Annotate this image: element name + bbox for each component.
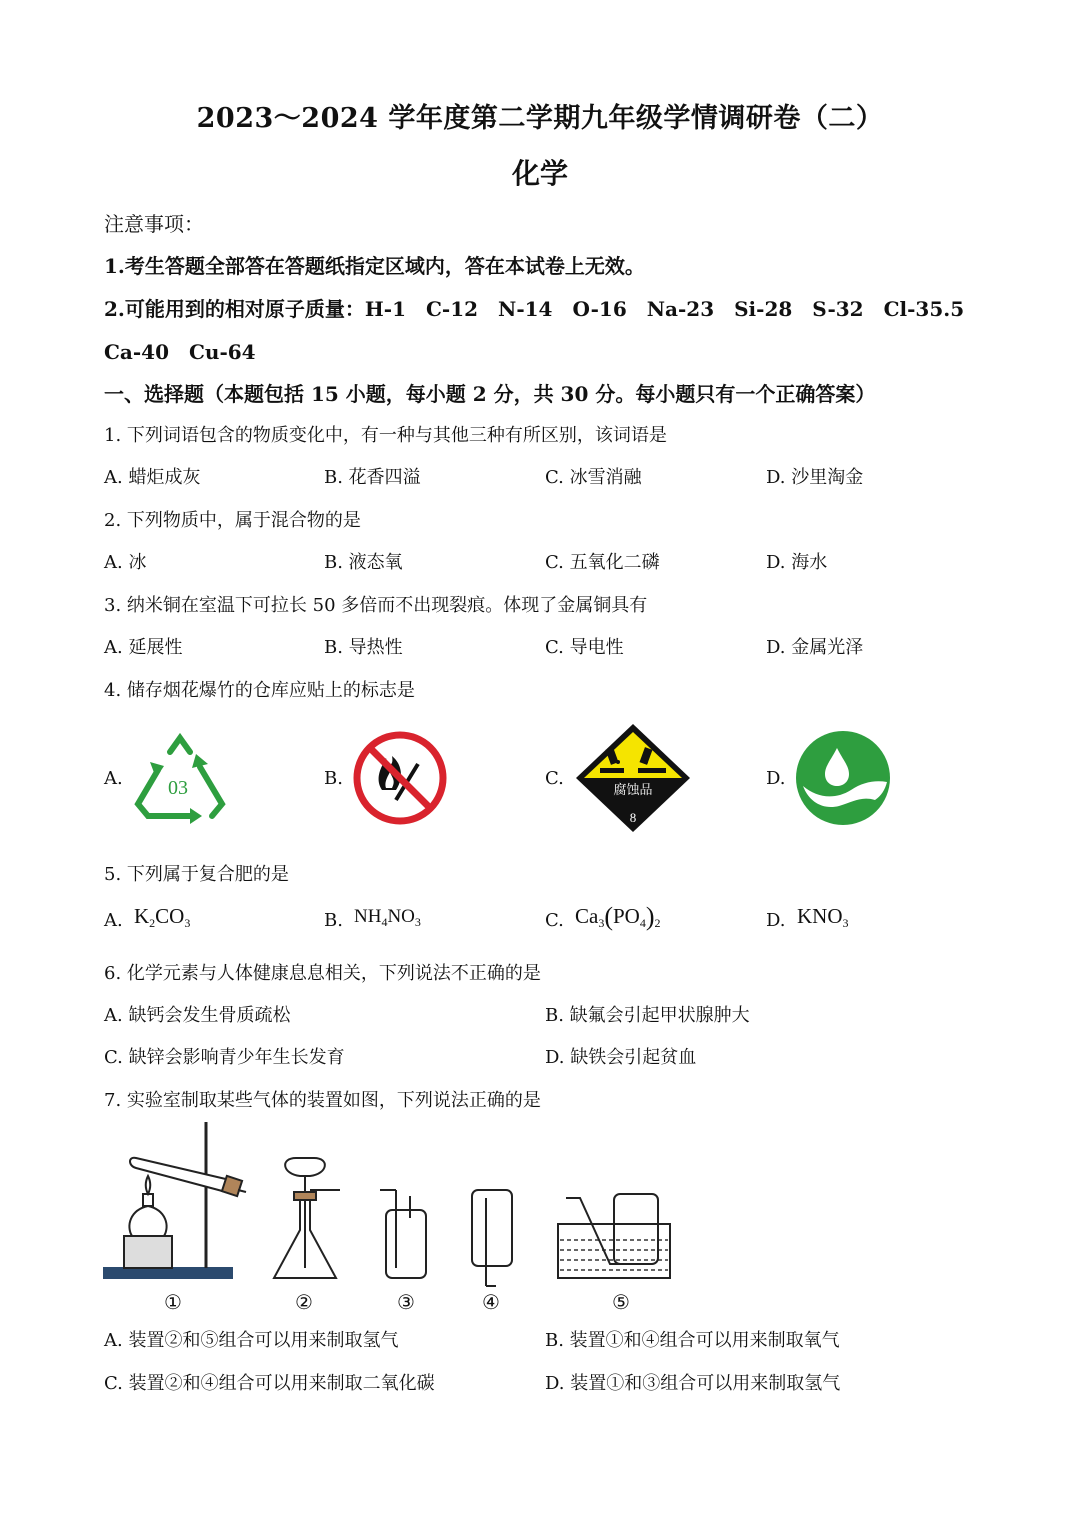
question-7-stem: 7. 实验室制取某些气体的装置如图，下列说法正确的是 xyxy=(104,1090,541,1111)
q5-option-d-label[interactable]: D. xyxy=(766,910,786,931)
q7-option-c[interactable]: C. 装置②和④组合可以用来制取二氧化碳 xyxy=(104,1373,435,1394)
question-5-stem: 5. 下列属于复合肥的是 xyxy=(104,864,289,885)
q3-option-c[interactable]: C. 导电性 xyxy=(545,637,624,658)
apparatus-label-3: ③ xyxy=(397,1290,415,1314)
question-4-stem: 4. 储存烟花爆竹的仓库应贴上的标志是 xyxy=(104,680,415,701)
question-2-stem: 2. 下列物质中，属于混合物的是 xyxy=(104,510,361,531)
corrosive-label: 腐蚀品 xyxy=(613,783,653,798)
q4-option-d-label[interactable]: D. xyxy=(766,768,786,789)
question-3-stem: 3. 纳米铜在室温下可拉长 50 多倍而不出现裂痕。体现了金属铜具有 xyxy=(104,595,648,616)
subject-title: 化学 xyxy=(511,157,568,190)
q3-option-b[interactable]: B. 导热性 xyxy=(324,637,403,658)
q2-option-d[interactable]: D. 海水 xyxy=(766,552,828,573)
exam-title: 2023～2024 学年度第二学期九年级学情调研卷（二） xyxy=(196,103,884,134)
q4-option-b-label[interactable]: B. xyxy=(324,768,343,789)
q1-option-c[interactable]: C. 冰雪消融 xyxy=(545,467,642,488)
formula-nh4no3: $NH_4NO_3$ xyxy=(354,906,421,929)
q1-option-d[interactable]: D. 沙里淘金 xyxy=(766,467,864,488)
q2-option-b[interactable]: B. 液态氧 xyxy=(324,552,403,573)
q6-option-c[interactable]: C. 缺锌会影响青少年生长发育 xyxy=(104,1047,345,1068)
formula-ca3po42: $Ca_3(PO_4)_2$ xyxy=(575,902,661,931)
q4-option-c-label[interactable]: C. xyxy=(545,768,564,789)
gas-bottle-4 xyxy=(472,1190,512,1266)
iron-stand-base xyxy=(104,1268,232,1278)
apparatus-label-5: ⑤ xyxy=(612,1290,630,1314)
recycle-icon[interactable] xyxy=(130,732,230,822)
no-fire-icon[interactable] xyxy=(352,730,448,826)
section-heading: 一、选择题（本题包括 15 小题，每小题 2 分，共 30 分。每小题只有一个正确答案） xyxy=(104,382,876,406)
formula-kno3: $KNO_3$ xyxy=(797,904,849,930)
q7-option-d[interactable]: D. 装置①和③组合可以用来制取氢气 xyxy=(545,1373,841,1394)
note-2: 2.可能用到的相对原子质量：H-1 C-12 N-14 O-16 Na-23 Si-28 S-32 Cl-35.5 xyxy=(104,297,965,321)
corrosive-icon[interactable] xyxy=(574,722,692,834)
apparatus-label-2: ② xyxy=(295,1290,313,1314)
q2-option-c[interactable]: C. 五氧化二磷 xyxy=(545,552,660,573)
q5-option-a-label[interactable]: A. xyxy=(104,910,123,931)
question-6-stem: 6. 化学元素与人体健康息息相关，下列说法不正确的是 xyxy=(104,963,541,984)
q4-option-a-label[interactable]: A. xyxy=(104,768,123,789)
water-saving-icon[interactable] xyxy=(795,730,891,826)
q6-option-d[interactable]: D. 缺铁会引起贫血 xyxy=(545,1047,697,1068)
q6-option-b[interactable]: B. 缺氟会引起甲状腺肿大 xyxy=(545,1005,750,1026)
q7-option-a[interactable]: A. 装置②和⑤组合可以用来制取氢气 xyxy=(104,1330,399,1351)
formula-k2co3: $K_2CO_3$ xyxy=(134,904,191,930)
q6-option-a[interactable]: A. 缺钙会发生骨质疏松 xyxy=(104,1005,291,1026)
apparatus-label-4: ④ xyxy=(482,1290,500,1314)
q5-option-c-label[interactable]: C. xyxy=(545,910,564,931)
apparatus-diagram xyxy=(100,1118,680,1288)
q1-option-b[interactable]: B. 花香四溢 xyxy=(324,467,421,488)
corrosive-class: 8 xyxy=(629,810,637,825)
apparatus-label-1: ① xyxy=(164,1290,182,1314)
recycle-code: 03 xyxy=(168,777,188,799)
q1-option-a[interactable]: A. 蜡炬成灰 xyxy=(104,467,201,488)
q3-option-a[interactable]: A. 延展性 xyxy=(104,637,183,658)
gas-bottle-3 xyxy=(386,1210,426,1278)
alcohol-lamp-stand xyxy=(124,1236,172,1268)
alcohol-lamp xyxy=(129,1206,166,1236)
note-1: 1.考生答题全部答在答题纸指定区域内，答在本试卷上无效。 xyxy=(104,254,645,278)
note-3: Ca-40 Cu-64 xyxy=(104,340,256,364)
q2-option-a[interactable]: A. 冰 xyxy=(104,552,147,573)
notes-heading: 注意事项： xyxy=(104,212,204,236)
q5-option-b-label[interactable]: B. xyxy=(324,910,343,931)
q3-option-d[interactable]: D. 金属光泽 xyxy=(766,637,864,658)
question-1-stem: 1. 下列词语包含的物质变化中，有一种与其他三种有所区别，该词语是 xyxy=(104,425,667,446)
q7-option-b[interactable]: B. 装置①和④组合可以用来制取氧气 xyxy=(545,1330,840,1351)
